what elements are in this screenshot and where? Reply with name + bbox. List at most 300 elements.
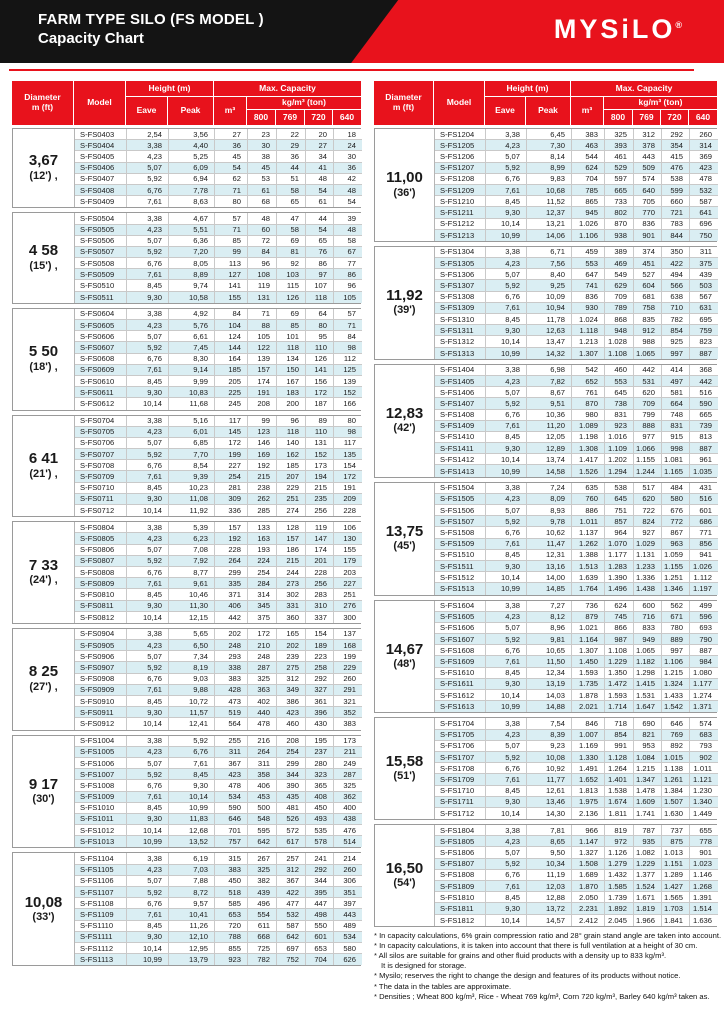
cell-model: S-FS0612 (75, 398, 127, 409)
cell-cap-720: 110 (306, 342, 334, 352)
cell-m3: 80 (215, 196, 248, 207)
cell-eave: 10,99 (486, 348, 527, 359)
cell-cap-640: 112 (343, 354, 356, 364)
diameter-value: 3,67 (28, 152, 59, 170)
cell-cap-800: 870 (605, 219, 634, 229)
cell-m3: 761 (572, 387, 605, 397)
cell-cap-640: 1.449 (692, 808, 712, 818)
cell-peak: 11,77 (527, 774, 572, 784)
cell-peak: 8,39 (527, 730, 572, 740)
cell-cap-769: 716 (634, 612, 662, 622)
cell-eave: 4,23 (127, 640, 169, 650)
cell-cap-800: 1.739 (605, 892, 634, 902)
cell-model: S-FS1510 (435, 550, 486, 560)
table-row (75, 365, 362, 376)
cell-m3: 886 (572, 505, 605, 515)
cell-peak: 8,96 (527, 623, 572, 633)
cell-model: S-FS1806 (435, 847, 486, 857)
cell-eave: 7,61 (486, 303, 527, 313)
cell-cap-769: 1.065 (634, 645, 662, 655)
cell-cap-640: 695 (699, 314, 712, 324)
cell-eave: 10,14 (127, 825, 169, 835)
cell-m3: 741 (572, 280, 605, 290)
cell-cap-640: 790 (699, 634, 712, 644)
table-row (75, 376, 362, 387)
cell-m3: 124 (215, 331, 248, 341)
col-header-diameter: Diameter m (ft) (12, 81, 74, 125)
cell-cap-640: 739 (699, 421, 712, 431)
cell-m3: 141 (215, 280, 248, 290)
cell-eave: 9,30 (486, 325, 527, 335)
cell-peak: 7,20 (169, 247, 215, 257)
cell-m3: 1.689 (572, 870, 605, 880)
cell-cap-769: 620 (634, 494, 662, 504)
cell-cap-640: 499 (699, 601, 712, 611)
cell-eave: 5,92 (127, 174, 169, 184)
cell-peak: 8,09 (527, 494, 572, 504)
cell-eave: 4,23 (486, 612, 527, 622)
diameter-group (374, 717, 717, 820)
cell-model: S-FS1607 (435, 634, 486, 644)
diameter-feet: (15') , (29, 259, 58, 272)
cell-eave: 6,76 (486, 870, 527, 880)
cell-peak: 14,57 (527, 915, 572, 926)
cell-cap-769: 1.347 (634, 774, 662, 784)
col-header-m3: m³ (571, 97, 604, 125)
cell-cap-800: 1.028 (605, 336, 634, 346)
cell-m3: 1.764 (572, 583, 605, 594)
table-row (75, 578, 362, 589)
col-header-m3: m³ (214, 97, 247, 125)
cell-cap-640: 984 (699, 657, 712, 667)
cell-cap-640: 1.035 (692, 466, 712, 476)
cell-cap-769: 367 (277, 876, 306, 886)
cell-model: S-FS1605 (435, 612, 486, 622)
cell-peak: 11,50 (527, 656, 572, 666)
cell-eave: 8,45 (486, 432, 527, 442)
cell-cap-769: 44 (277, 163, 306, 173)
cell-eave: 8,45 (127, 921, 169, 931)
cell-m3: 945 (572, 207, 605, 217)
cell-cap-800: 831 (605, 410, 634, 420)
cell-cap-800: 122 (248, 342, 277, 352)
diameter-feet: (39') (393, 304, 416, 317)
table-row (435, 612, 718, 623)
cell-model: S-FS1505 (435, 494, 486, 504)
cell-cap-769: 69 (277, 309, 306, 319)
cell-peak: 6,98 (527, 365, 572, 375)
cell-cap-800: 1.401 (605, 774, 634, 784)
cell-cap-800: 88 (248, 320, 277, 330)
cell-cap-720: 354 (662, 140, 690, 150)
cell-cap-769: 374 (634, 247, 662, 257)
cell-cap-800: 30 (248, 140, 277, 150)
cell-eave: 4,23 (127, 427, 169, 437)
cell-cap-640: 476 (343, 825, 356, 835)
cell-eave: 5,07 (127, 651, 169, 661)
cell-cap-800: 192 (248, 460, 277, 470)
cell-peak: 6,76 (169, 747, 215, 757)
cell-peak: 8,77 (169, 567, 215, 577)
cell-cap-769: 574 (634, 174, 662, 184)
cell-cap-720: 1.261 (662, 774, 690, 784)
cell-eave: 5,07 (486, 505, 527, 515)
table-row (435, 847, 718, 858)
table-row (75, 556, 362, 567)
cell-peak: 8,54 (169, 460, 215, 470)
cell-cap-720: 638 (662, 292, 690, 302)
cell-cap-769: 150 (277, 365, 306, 375)
cell-cap-769: 1.131 (634, 550, 662, 560)
cell-cap-640: 601 (699, 505, 712, 515)
cell-eave: 9,30 (127, 387, 169, 397)
cell-model: S-FS0607 (75, 342, 127, 352)
col-header-max-capacity: Max. Capacity (214, 81, 361, 97)
cell-cap-640: 260 (343, 865, 356, 875)
table-row (435, 516, 718, 527)
cell-m3: 99 (215, 247, 248, 257)
cell-cap-720: 963 (662, 539, 690, 549)
table-row (75, 174, 362, 185)
cell-model: S-FS1609 (435, 656, 486, 666)
cell-cap-720: 550 (306, 921, 334, 931)
cell-eave: 7,61 (127, 792, 169, 802)
table-row (435, 454, 718, 465)
cell-cap-720: 195 (306, 736, 334, 746)
cell-cap-720: 1.013 (662, 847, 690, 857)
cell-eave: 4,23 (486, 836, 527, 846)
cell-cap-720: 408 (306, 792, 334, 802)
cell-m3: 1.450 (572, 656, 605, 666)
cell-model: S-FS1709 (435, 774, 486, 784)
table-row (435, 410, 718, 421)
cell-peak: 9,03 (169, 674, 215, 684)
cell-model: S-FS1708 (435, 763, 486, 773)
cell-cap-769: 167 (277, 376, 306, 386)
cell-m3: 248 (215, 640, 248, 650)
cell-cap-720: 44 (306, 213, 334, 223)
cell-eave: 8,45 (127, 376, 169, 386)
cell-eave: 10,14 (127, 943, 169, 953)
cell-model: S-FS1007 (75, 769, 127, 779)
table-row (435, 398, 718, 409)
cell-peak: 8,67 (527, 387, 572, 397)
cell-cap-769: 126 (277, 292, 306, 303)
cell-cap-640: 1.274 (692, 690, 712, 700)
cell-cap-769: 572 (277, 825, 306, 835)
cell-cap-640: 655 (699, 825, 712, 835)
cell-model: S-FS1313 (435, 348, 486, 359)
group-rows (75, 309, 362, 410)
table-row (75, 309, 362, 320)
cell-m3: 870 (572, 398, 605, 408)
cell-m3: 192 (215, 533, 248, 543)
cell-eave: 9,30 (486, 561, 527, 571)
cell-cap-800: 193 (248, 545, 277, 555)
cell-cap-800: 751 (605, 505, 634, 515)
table-row (435, 870, 718, 881)
cell-m3: 45 (215, 151, 248, 161)
cell-cap-800: 393 (605, 140, 634, 150)
cell-model: S-FS0409 (75, 196, 127, 207)
cell-m3: 54 (215, 163, 248, 173)
cell-eave: 8,45 (127, 803, 169, 813)
cell-model: S-FS1408 (435, 410, 486, 420)
cell-peak: 6,23 (169, 533, 215, 543)
cell-model: S-FS1412 (435, 454, 486, 464)
col-header-eave: Eave (485, 97, 526, 125)
cell-cap-769: 65 (277, 196, 306, 207)
table-row (435, 572, 718, 583)
cell-cap-640: 534 (343, 932, 356, 942)
cell-cap-640: 42 (347, 174, 356, 184)
cell-cap-769: 443 (634, 151, 662, 161)
cell-cap-800: 23 (248, 129, 277, 139)
cell-model: S-FS0806 (75, 545, 127, 555)
cell-eave: 9,30 (127, 292, 169, 303)
group-rows (75, 213, 362, 303)
diameter-label (375, 483, 435, 595)
cell-peak: 11,52 (527, 196, 572, 206)
cell-peak: 3,56 (169, 129, 215, 139)
cell-cap-640: 229 (343, 663, 356, 673)
cell-cap-800: 460 (605, 365, 634, 375)
cell-cap-640: 260 (343, 674, 356, 684)
cell-cap-769: 157 (277, 533, 306, 543)
table-row (435, 701, 718, 712)
cell-m3: 2.412 (572, 915, 605, 926)
table-row (435, 376, 718, 387)
cell-model: S-FS1108 (75, 898, 127, 908)
cell-m3: 442 (215, 612, 248, 623)
cell-cap-769: 58 (277, 225, 306, 235)
cell-eave: 6,76 (127, 460, 169, 470)
cell-cap-640: 696 (699, 219, 712, 229)
cell-cap-640: 352 (343, 707, 356, 717)
cell-model: S-FS0406 (75, 163, 127, 173)
cell-cap-640: 368 (699, 365, 712, 375)
cell-model: S-FS1809 (435, 881, 486, 891)
group-rows (435, 365, 718, 477)
cell-cap-800: 53 (248, 174, 277, 184)
footnote-line: * In capacity calculations, it is taken into account that there is full ventilation at a height of 30 cm. (374, 940, 698, 950)
cell-m3: 27 (215, 129, 248, 139)
cell-cap-720: 292 (662, 129, 690, 139)
cell-eave: 3,38 (486, 601, 527, 611)
cell-eave: 3,38 (127, 416, 169, 426)
cell-peak: 10,72 (169, 696, 215, 706)
cell-peak: 13,47 (527, 336, 572, 346)
cell-m3: 980 (572, 410, 605, 420)
cell-m3: 1.639 (572, 572, 605, 582)
cell-cap-640: 321 (343, 696, 356, 706)
cell-cap-720: 228 (306, 567, 334, 577)
cell-eave: 5,92 (486, 516, 527, 526)
cell-m3: 635 (572, 483, 605, 493)
cell-cap-640: 431 (699, 483, 712, 493)
diameter-value: 10,08 (24, 893, 63, 911)
cell-m3: 254 (215, 471, 248, 481)
cell-cap-640: 902 (699, 752, 712, 762)
cell-cap-800: 325 (248, 865, 277, 875)
cell-model: S-FS1205 (435, 140, 486, 150)
table-row (75, 718, 362, 729)
cell-m3: 1.026 (572, 219, 605, 229)
cell-model: S-FS1804 (435, 825, 486, 835)
group-rows (75, 853, 362, 965)
cell-model: S-FS1508 (435, 527, 486, 537)
cell-model: S-FS1307 (435, 280, 486, 290)
cell-cap-800: 1.892 (605, 903, 634, 913)
cell-cap-769: 705 (634, 196, 662, 206)
cell-cap-640: 24 (347, 140, 356, 150)
cell-cap-769: 620 (634, 387, 662, 397)
cell-cap-769: 22 (277, 129, 306, 139)
cell-eave: 3,38 (486, 129, 527, 139)
cell-eave: 10,14 (127, 505, 169, 516)
table-row (75, 780, 362, 791)
group-rows (435, 483, 718, 595)
cell-cap-640: 823 (699, 336, 712, 346)
table-row (75, 601, 362, 612)
cell-eave: 4,23 (486, 494, 527, 504)
cell-cap-640: 567 (699, 292, 712, 302)
cell-cap-720: 396 (306, 707, 334, 717)
cell-cap-769: 273 (277, 578, 306, 588)
cell-model: S-FS1613 (435, 701, 486, 712)
cell-peak: 12,95 (169, 943, 215, 953)
page-banner (0, 0, 724, 63)
table-row (75, 483, 362, 494)
cell-eave: 3,38 (127, 736, 169, 746)
cell-model: S-FS1608 (435, 645, 486, 655)
cell-cap-769: 1.298 (634, 668, 662, 678)
cell-cap-769: 386 (277, 696, 306, 706)
cell-model: S-FS0611 (75, 387, 127, 397)
cell-m3: 1.118 (572, 325, 605, 335)
cell-cap-769: 722 (634, 505, 662, 515)
cell-m3: 1.198 (572, 432, 605, 442)
cell-cap-720: 34 (306, 151, 334, 161)
cell-eave: 6,76 (127, 354, 169, 364)
cell-cap-720: 601 (306, 932, 334, 942)
cell-cap-720: 1.151 (662, 859, 690, 869)
cell-m3: 428 (215, 685, 248, 695)
table-row (435, 348, 718, 359)
cell-cap-800: 868 (605, 314, 634, 324)
cell-eave: 3,38 (127, 629, 169, 639)
cell-model: S-FS1309 (435, 303, 486, 313)
cell-m3: 127 (215, 269, 248, 279)
cell-eave: 3,38 (486, 365, 527, 375)
cell-cap-640: 887 (699, 348, 712, 358)
diameter-feet: (24') , (29, 574, 58, 587)
table-row (435, 314, 718, 325)
cell-model: S-FS0910 (75, 696, 127, 706)
cell-peak: 12,37 (527, 207, 572, 217)
cell-model: S-FS0510 (75, 280, 127, 290)
cell-cap-769: 1.336 (634, 572, 662, 582)
cell-peak: 5,39 (169, 522, 215, 532)
cell-cap-800: 99 (248, 416, 277, 426)
diameter-group (12, 628, 361, 731)
cell-m3: 1.878 (572, 690, 605, 700)
cell-cap-720: 484 (662, 483, 690, 493)
cell-m3: 450 (215, 876, 248, 886)
cell-cap-720: 86 (306, 258, 334, 268)
cell-cap-640: 86 (347, 269, 356, 279)
table-row (435, 432, 718, 443)
cell-peak: 8,63 (169, 196, 215, 207)
cell-cap-720: 772 (662, 516, 690, 526)
cell-model: S-FS1610 (435, 668, 486, 678)
cell-peak: 8,19 (169, 662, 215, 672)
table-row (435, 656, 718, 667)
cell-cap-640: 106 (343, 522, 356, 532)
cell-cap-800: 1.432 (605, 870, 634, 880)
cell-cap-769: 821 (634, 730, 662, 740)
table-row (75, 225, 362, 236)
cell-model: S-FS1810 (435, 892, 486, 902)
cell-eave: 4,23 (486, 140, 527, 150)
table-row (75, 803, 362, 814)
table-row (435, 539, 718, 550)
cell-cap-640: 306 (343, 876, 356, 886)
cell-eave: 3,38 (486, 483, 527, 493)
cell-cap-640: 759 (699, 325, 712, 335)
cell-cap-720: 580 (662, 494, 690, 504)
cell-cap-720: 344 (306, 876, 334, 886)
cell-peak: 10,36 (527, 410, 572, 420)
cell-m3: 585 (215, 898, 248, 908)
diameter-value: 15,58 (385, 752, 424, 770)
cell-cap-769: 1.066 (634, 443, 662, 453)
cell-cap-720: 189 (306, 640, 334, 650)
cell-cap-769: 1.229 (634, 859, 662, 869)
cell-cap-800: 345 (248, 601, 277, 611)
cell-cap-640: 626 (343, 955, 356, 965)
cell-cap-720: 1.289 (662, 870, 690, 880)
table-row (75, 674, 362, 685)
cell-peak: 5,51 (169, 225, 215, 235)
table-row (75, 825, 362, 836)
cell-model: S-FS1407 (435, 398, 486, 408)
cell-m3: 923 (215, 954, 248, 965)
cell-cap-769: 275 (277, 662, 306, 672)
cell-peak: 5,16 (169, 416, 215, 426)
cell-cap-800: 469 (605, 258, 634, 268)
cell-cap-800: 461 (605, 151, 634, 161)
cell-cap-640: 179 (343, 556, 356, 566)
diameter-group (12, 521, 361, 624)
cell-model: S-FS1013 (75, 836, 127, 847)
cell-eave: 9,30 (127, 707, 169, 717)
cell-model: S-FS1311 (435, 325, 486, 335)
cell-model: S-FS1411 (435, 443, 486, 453)
cell-cap-720: 187 (306, 398, 334, 409)
cell-eave: 9,30 (127, 601, 169, 611)
cell-eave: 6,76 (486, 174, 527, 184)
cell-peak: 9,50 (527, 847, 572, 857)
cell-cap-769: 302 (277, 589, 306, 599)
table-row (435, 174, 718, 185)
cell-m3: 1.307 (572, 348, 605, 359)
cell-eave: 7,61 (486, 421, 527, 431)
cell-m3: 104 (215, 320, 248, 330)
cell-peak: 5,92 (169, 736, 215, 746)
cell-peak: 7,82 (527, 376, 572, 386)
cell-cap-720: 704 (306, 954, 334, 965)
